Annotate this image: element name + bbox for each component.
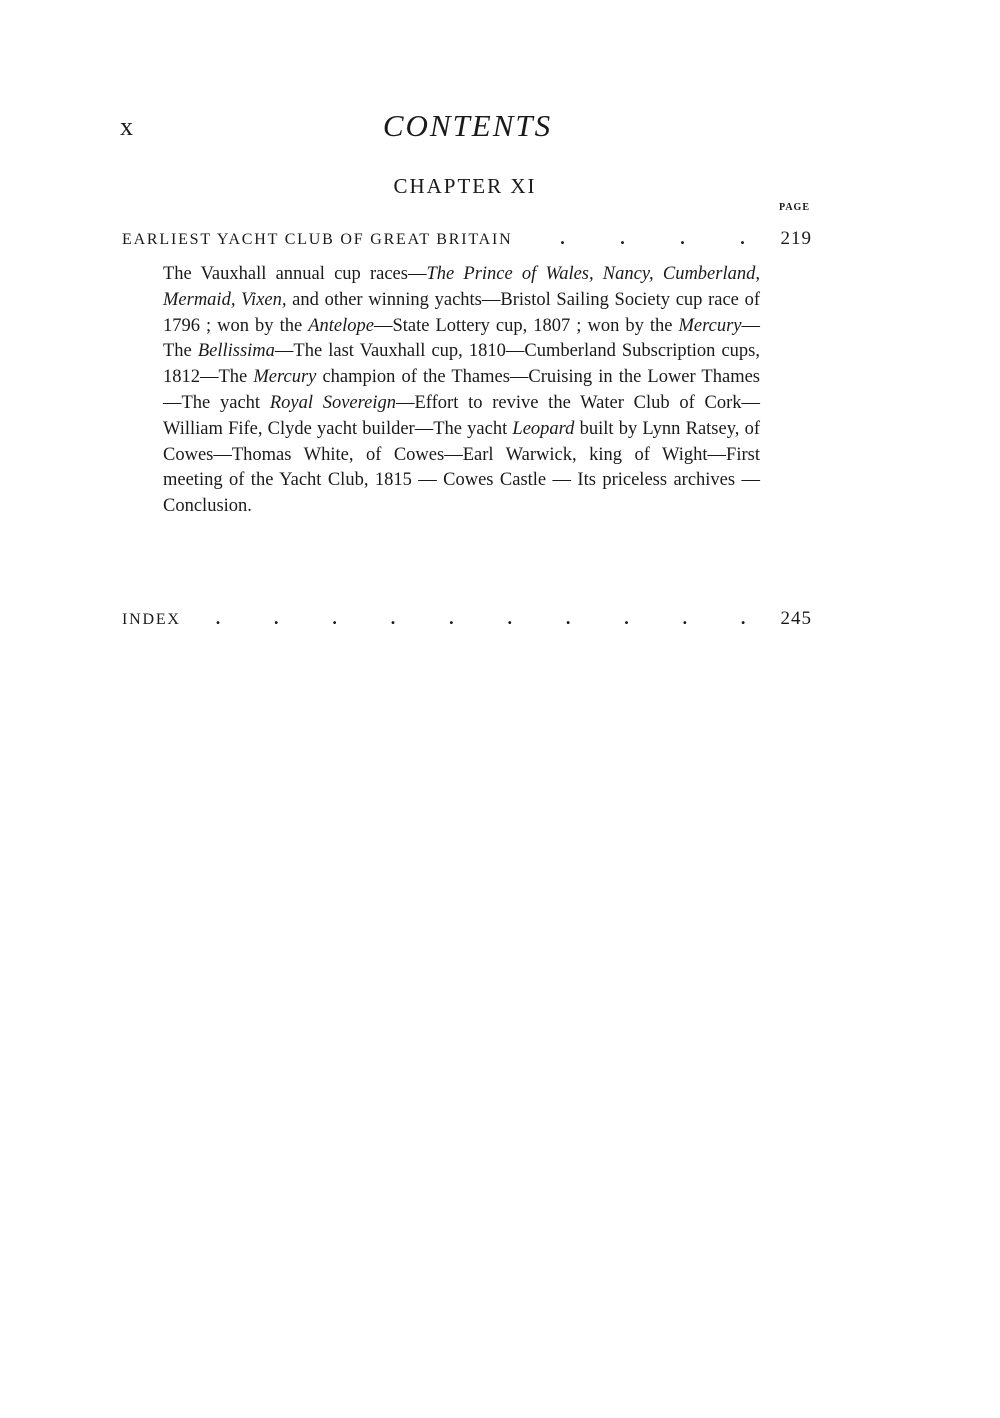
leader-dot: . bbox=[507, 608, 512, 628]
summary-text-segment: —The bbox=[163, 315, 760, 362]
summary-text-segment: built by Lynn Ratsey, of Cowes—Thomas White, of Cowes—Earl Warwick, king of Wight—First meeting of the Yacht Club, 1815 — Cowes Castle — Its priceless archives — Conclusion. bbox=[163, 418, 760, 517]
chapter-summary bbox=[163, 262, 760, 520]
leader-dot: . bbox=[565, 608, 571, 628]
dot-leaders bbox=[181, 608, 781, 629]
summary-text-segment: The Vauxhall annual cup races— bbox=[163, 264, 427, 284]
leader-dot: . bbox=[560, 228, 565, 248]
leader-dot: . bbox=[682, 608, 688, 628]
summary-italic-segment: Royal Sovereign bbox=[269, 392, 396, 413]
chapter-heading: CHAPTER XI bbox=[393, 174, 537, 198]
dot-leaders bbox=[513, 228, 781, 249]
summary-text-segment: —State Lottery cup, 1807 ; won by the bbox=[373, 315, 679, 336]
index-title: INDEX bbox=[122, 611, 181, 628]
leader-dot: . bbox=[740, 228, 745, 248]
leader-dot: . bbox=[332, 608, 337, 628]
summary-text-segment: —The last Vauxhall cup, 1810—Cumberland Subscription cups, 1812—The bbox=[163, 341, 761, 388]
leader-dot: . bbox=[449, 608, 454, 628]
page-column-label: PAGE bbox=[778, 202, 810, 213]
chapter-title: EARLIEST YACHT CLUB OF GREAT BRITAIN bbox=[122, 231, 513, 248]
leader-dot: . bbox=[620, 228, 625, 248]
summary-italic-segment: Antelope bbox=[308, 315, 374, 336]
chapter-page-number: 219 bbox=[780, 228, 812, 249]
leader-dot: . bbox=[740, 608, 746, 628]
running-head: CONTENTS bbox=[382, 108, 553, 143]
summary-text-segment: and other winning yachts—Bristol Sailing Society cup race of 1796 ; won by the bbox=[163, 289, 760, 336]
summary-italic-segment: Leopard bbox=[512, 418, 575, 439]
summary-text-segment: —Effort to revive the Water Club of Cork—William Fife, Clyde yacht builder—The yacht bbox=[163, 392, 760, 439]
summary-italic-segment: The Prince of Wales, Nancy, Cumberland, Mermaid, Vixen, bbox=[163, 264, 760, 310]
leader-dot: . bbox=[680, 228, 685, 248]
summary-italic-segment: Mercury bbox=[678, 315, 742, 336]
index-entry-line bbox=[122, 608, 812, 636]
leader-dot: . bbox=[624, 608, 629, 628]
leader-dot: . bbox=[274, 608, 279, 628]
chapter-entry-line bbox=[122, 228, 812, 256]
page-number: x bbox=[120, 112, 134, 141]
index-page-number: 245 bbox=[780, 608, 812, 629]
summary-italic-segment: Bellissima bbox=[197, 341, 275, 362]
summary-italic-segment: Mercury bbox=[253, 367, 317, 388]
summary-text-segment: champion of the Thames—Cruising in the Lower Thames—The yacht bbox=[163, 367, 760, 413]
leader-dot: . bbox=[215, 608, 221, 628]
leader-dot: . bbox=[390, 608, 396, 628]
